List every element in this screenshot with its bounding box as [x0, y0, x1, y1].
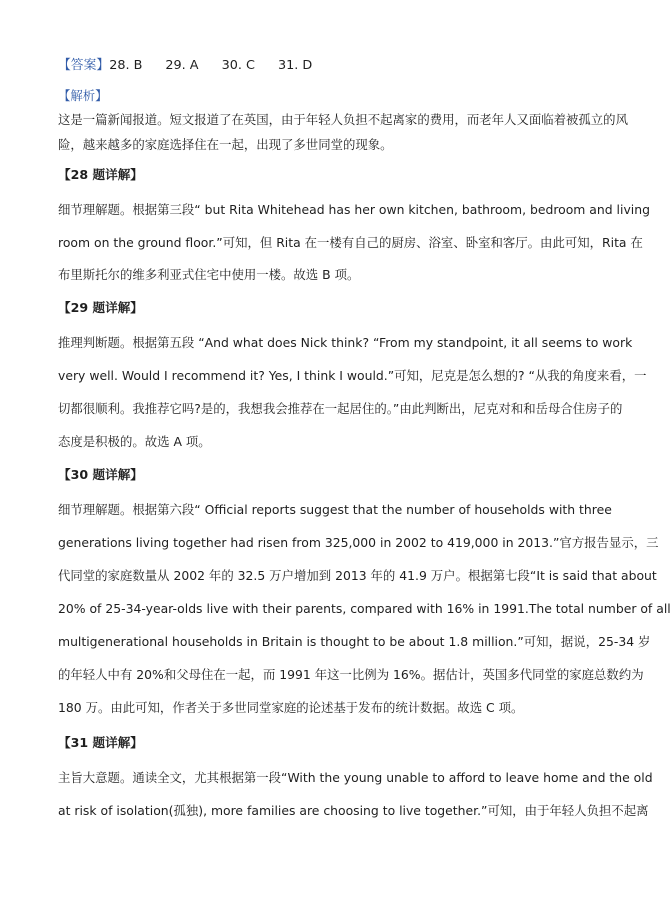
- answer-label: 【答案】: [58, 58, 110, 73]
- q30-line: 细节理解题。根据第六段“ Official reports suggest that the number of households with three: [58, 502, 612, 517]
- q29-line: 推理判断题。根据第五段 “And what does Nick think? “From my standpoint, it all seems to work: [58, 335, 633, 350]
- q28-line: 布里斯托尔的维多利亚式住宅中使用一楼。故选 B 项。: [58, 267, 360, 282]
- q30-line: 20% of 25-34-year-olds live with their parents, compared with 16% in 1991.The total number of all: [58, 601, 671, 616]
- answer-item-28: 28. B: [109, 58, 143, 73]
- answer-line: [58, 57, 586, 75]
- q31-heading: 【31 题详解】: [58, 735, 143, 750]
- q29-heading: 【29 题详解】: [58, 300, 143, 315]
- q30-line: 的年轻人中有 20%和父母住在一起，而 1991 年这一比例为 16%。据估计，英国多代同堂的家庭总数约为: [58, 667, 644, 682]
- q30-line: 代同堂的家庭数量从 2002 年的 32.5 万户增加到 2013 年的 41.9 万户。根据第七段“It is said that about: [58, 568, 657, 583]
- q30-line: generations living together had risen from 325,000 in 2002 to 419,000 in 2013.”官方报告显示，三: [58, 535, 659, 550]
- intro-line: 险，越来越多的家庭选择住在一起，出现了多世同堂的现象。: [58, 137, 393, 152]
- q30-line: 180 万。由此可知，作者关于多世同堂家庭的论述基于发布的统计数据。故选 C 项。: [58, 700, 524, 715]
- q29-line: 切都很顺利。我推荐它吗?是的，我想我会推荐在一起居住的。”由此判断出，尼克对和和岳母合住房子的: [58, 401, 623, 416]
- answer-item-29: 29. A: [165, 58, 199, 73]
- q29-line: very well. Would I recommend it? Yes, I think I would.”可知，尼克是怎么想的? “从我的角度来看，一: [58, 368, 647, 383]
- q31-line: 主旨大意题。通读全文，尤其根据第一段“With the young unable to afford to leave home and the old: [58, 770, 653, 785]
- answer-item-30: 30. C: [221, 58, 255, 73]
- intro-line: 这是一篇新闻报道。短文报道了在英国，由于年轻人负担不起离家的费用，而老年人又面临着被孤立的风: [58, 112, 628, 127]
- analysis-label: 【解析】: [58, 88, 108, 103]
- answer-item-31: 31. D: [277, 58, 313, 73]
- q28-heading: 【28 题详解】: [58, 167, 143, 182]
- q30-line: multigenerational households in Britain is thought to be about 1.8 million.”可知，据说，25-34 岁: [58, 634, 651, 649]
- q31-line: at risk of isolation(孤独), more families are choosing to live together.”可知，由于年轻人负担不起离: [58, 803, 649, 818]
- q29-line: 态度是积极的。故选 A 项。: [58, 434, 211, 449]
- q28-line: 细节理解题。根据第三段“ but Rita Whitehead has her own kitchen, bathroom, bedroom and living: [58, 202, 650, 217]
- q30-heading: 【30 题详解】: [58, 467, 143, 482]
- q28-line: room on the ground floor.”可知，但 Rita 在一楼有自己的厨房、浴室、卧室和客厅。由此可知，Rita 在: [58, 235, 643, 250]
